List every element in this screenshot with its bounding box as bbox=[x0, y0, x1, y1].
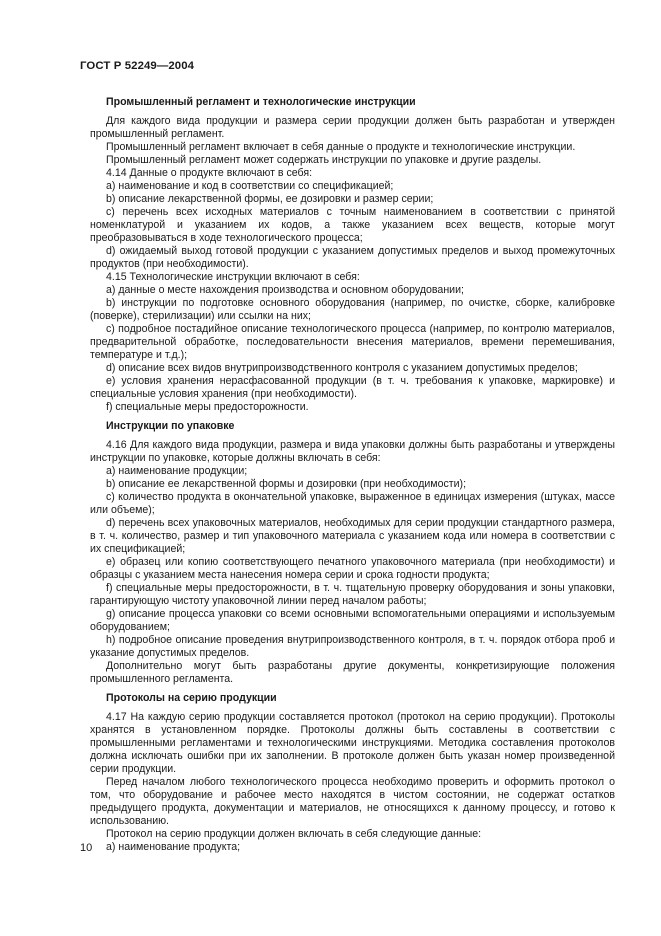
paragraph: d) описание всех видов внутрипроизводственного контроля с указанием допустимых пределов; bbox=[106, 362, 578, 374]
paragraph: d) перечень всех упаковочных материалов, необходимых для серии продукции стандартного размера, в т. ч. количество, размер и тип упаковочного материала с указанием кода или номера в соответствии с их спецификацией; bbox=[90, 517, 615, 555]
paragraph: f) специальные меры предосторожности. bbox=[106, 401, 309, 413]
section-heading: Протоколы на серию продукции bbox=[106, 692, 277, 704]
paragraph: e) условия хранения нерасфасованной продукции (в т. ч. требования к упаковке, маркировке) и специальные условия хранения (при необходимости). bbox=[90, 375, 615, 400]
section-heading: Промышленный регламент и технологические инструкции bbox=[106, 96, 416, 108]
page-number: 10 bbox=[80, 842, 93, 854]
section-heading: Инструкции по упаковке bbox=[106, 420, 235, 432]
paragraph: a) наименование продукта; bbox=[106, 841, 241, 853]
paragraph: g) описание процесса упаковки со всеми основными вспомогательными операциями и используемым оборудованием; bbox=[90, 608, 615, 633]
document-body bbox=[90, 96, 615, 854]
paragraph: b) инструкции по подготовке основного оборудования (например, по очистке, сборке, калибровке (поверке), стерилизации) или ссылки на них; bbox=[90, 297, 615, 322]
paragraph: b) описание лекарственной формы, ее дозировки и размер серии; bbox=[106, 193, 434, 205]
paragraph: a) наименование продукции; bbox=[106, 465, 248, 477]
paragraph: h) подробное описание проведения внутрипроизводственного контроля, в т. ч. порядок отбора проб и указание допустимых пределов. bbox=[90, 634, 615, 659]
paragraph: c) количество продукта в окончательной упаковке, выраженное в единицах измерения (штуках, массе или объеме); bbox=[90, 491, 615, 516]
paragraph: c) перечень всех исходных материалов с точным наименованием в соответствии с принятой номенклатурой и указанием их кодов, а также указанием всех веществ, которые могут преобразовываться в ходе технологического процесса; bbox=[90, 206, 615, 244]
paragraph: c) подробное постадийное описание технологического процесса (например, по контролю материалов, предварительной обработке, последовательности внесения материалов, времени перемешивания, температуре и т.д.); bbox=[90, 323, 615, 361]
paragraph: a) данные о месте нахождения производства и основном оборудовании; bbox=[106, 284, 464, 296]
paragraph: b) описание ее лекарственной формы и дозировки (при необходимости); bbox=[106, 478, 467, 490]
paragraph: 4.16 Для каждого вида продукции, размера и вида упаковки должны быть разработаны и утверждены инструкции по упаковке, которые должны включать в себя: bbox=[90, 439, 615, 464]
paragraph: Промышленный регламент включает в себя данные о продукте и технологические инструкции. bbox=[106, 141, 576, 153]
paragraph: 4.17 На каждую серию продукции составляется протокол (протокол на серию продукции). Протоколы хранятся в установленном порядке. Протоколы должны быть составлены в соответствии с промышленными регламентами и технологическими инструкциями. Методика составления протоколов должна исключать ошибки при их заполнении. В протоколе должен быть указан номер произведенной серии продукции. bbox=[90, 711, 615, 775]
paragraph: Для каждого вида продукции и размера серии продукции должен быть разработан и утвержден промышленный регламент. bbox=[90, 115, 615, 140]
paragraph: Протокол на серию продукции должен включать в себя следующие данные: bbox=[106, 828, 482, 840]
paragraph: 4.15 Технологические инструкции включают в себя: bbox=[106, 271, 360, 283]
paragraph: Перед началом любого технологического процесса необходимо проверить и оформить протокол о том, что оборудование и рабочее место находятся в чистом состоянии, не содержат остатков предыдущего продукта, документации и материалов, не относящихся к данному процессу, и готово к использованию. bbox=[90, 776, 615, 827]
paragraph: 4.14 Данные о продукте включают в себя: bbox=[106, 167, 313, 179]
paragraph: Дополнительно могут быть разработаны другие документы, конкретизирующие положения промышленного регламента. bbox=[90, 660, 615, 685]
paragraph: a) наименование и код в соответствии со спецификацией; bbox=[106, 180, 394, 192]
document-header-code: ГОСТ Р 52249—2004 bbox=[80, 60, 195, 72]
paragraph: f) специальные меры предосторожности, в т. ч. тщательную проверку оборудования и зоны упаковки, гарантирующую чистоту упаковочной линии перед началом работы; bbox=[90, 582, 615, 607]
paragraph: Промышленный регламент может содержать инструкции по упаковке и другие разделы. bbox=[106, 154, 542, 166]
paragraph: d) ожидаемый выход готовой продукции с указанием допустимых пределов и выход промежуточных продуктов (при необходимости). bbox=[90, 245, 615, 270]
paragraph: e) образец или копию соответствующего печатного упаковочного материала (при необходимости) и образцы с указанием места нанесения номера серии и срока годности продукта; bbox=[90, 556, 615, 581]
